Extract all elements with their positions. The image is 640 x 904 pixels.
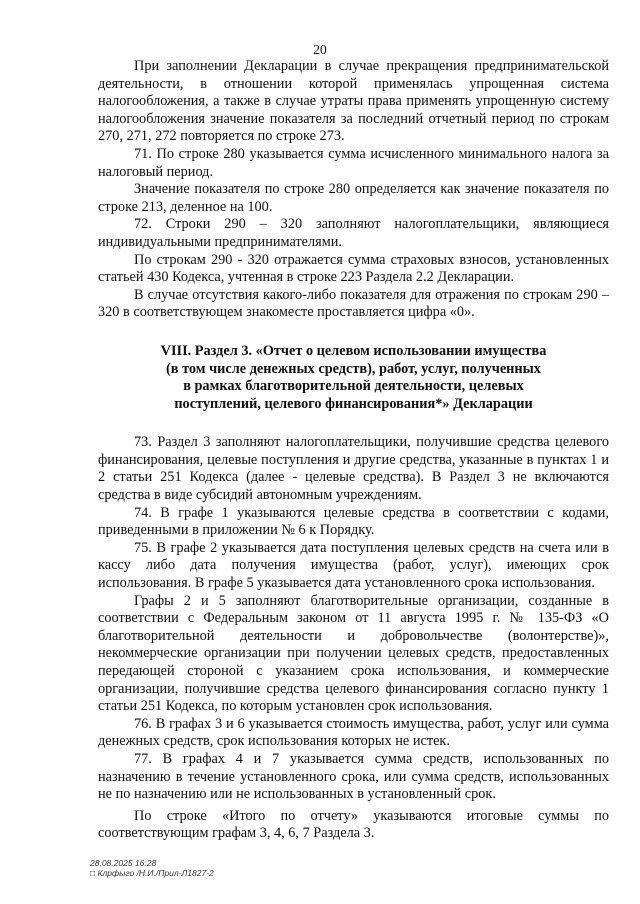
section-heading-line-2: (в том числе денежных средств), работ, услуг, полученных	[166, 360, 541, 377]
section-heading-line-4: поступлений, целевого финансирования*» Декларации	[174, 395, 533, 412]
paragraph-71: 71. По строке 280 указывается сумма исчисленного минимального налога за налоговый период.	[98, 145, 609, 180]
paragraph-line-280: Значение показателя по строке 280 определяется как значение показателя по строке 213, деленное на 100.	[98, 181, 609, 215]
section-heading-line-1: VIII. Раздел 3. «Отчет о целевом использовании имущества	[160, 342, 547, 359]
page-number: 20	[313, 42, 327, 57]
paragraph-76: 76. В графах 3 и 6 указывается стоимость имущества, работ, услуг или сумма денежных средств, срок использования которых не истек.	[98, 715, 609, 750]
paragraph-77: 77. В графах 4 и 7 указывается сумма средств, использованных по назначению в течение установленного срока, или сумма средств, использованных не по назначению или не использованных в установленный срок.	[98, 750, 609, 803]
footer-stamp	[90, 858, 214, 878]
paragraph-lines-290-320: По строкам 290 - 320 отражается сумма страховых взносов, установленных статьей 430 Кодекса, учтенная в строке 223 Раздела 2.2 Декларации.	[98, 251, 609, 286]
footer-stamp-date: 28.08.2025 16:28	[90, 858, 157, 868]
paragraph-73: 73. Раздел 3 заполняют налогоплательщики, получившие средства целевого финансирования, целевые поступления и другие средства, указанные в пунктах 1 и 2 статьи 251 Кодекса (далее - целевые средства). В Раздел 3 не включаются средства в виде субсидий автономным учреждениям.	[98, 434, 609, 504]
paragraph-total-line: По строке «Итого по отчету» указываются итоговые суммы по соответствующим графам 3, 4, 6, 7 Раздела 3.	[98, 807, 609, 842]
document-body	[98, 58, 609, 843]
section-heading	[98, 343, 609, 413]
footer-stamp-file: □ Клрфыго /Н.И./Прил-Л1827-2	[90, 868, 214, 878]
paragraph-columns-2-5: Графы 2 и 5 заполняют благотворительные организации, созданные в соответствии с Федеральным законом от 11 августа 1995 г. № 135-ФЗ «О благотворительной деятельности и добровольчестве (волонтерстве)», некоммерческие организации при получении целевых средств, предоставленных передающей стороной с указанием срока использования, и коммерческие организации, получившие средства целевого финансирования согласно пункту 1 статьи 251 Кодекса, по которым установлен срок использования.	[98, 592, 609, 715]
section-heading-line-3: в рамках благотворительной деятельности, целевых	[183, 378, 524, 395]
paragraph-74: 74. В графе 1 указываются целевые средства в соответствии с кодами, приведенными в приложении № 6 к Порядку.	[98, 504, 609, 539]
paragraph-end-of-business: При заполнении Декларации в случае прекращения предпринимательской деятельности, в отношении которой применялась упрощенная система налогообложения, а также в случае утраты права применять упрощенную систему налогообложения значение показателя за последний отчетный период по строкам 270, 271, 272 повторяется по строке 273.	[98, 58, 609, 145]
paragraph-72: 72. Строки 290 – 320 заполняют налогоплательщики, являющиеся индивидуальными предпринимателями.	[98, 216, 609, 250]
paragraph-zero-value: В случае отсутствия какого-либо показателя для отражения по строкам 290 – 320 в соответствующем знакоместе проставляется цифра «0».	[98, 286, 609, 321]
paragraph-75: 75. В графе 2 указывается дата поступления целевых средств на счета или в кассу либо дата получения имущества (работ, услуг), имеющих срок использования. В графе 5 указывается дата установленного срока использования.	[98, 539, 609, 592]
